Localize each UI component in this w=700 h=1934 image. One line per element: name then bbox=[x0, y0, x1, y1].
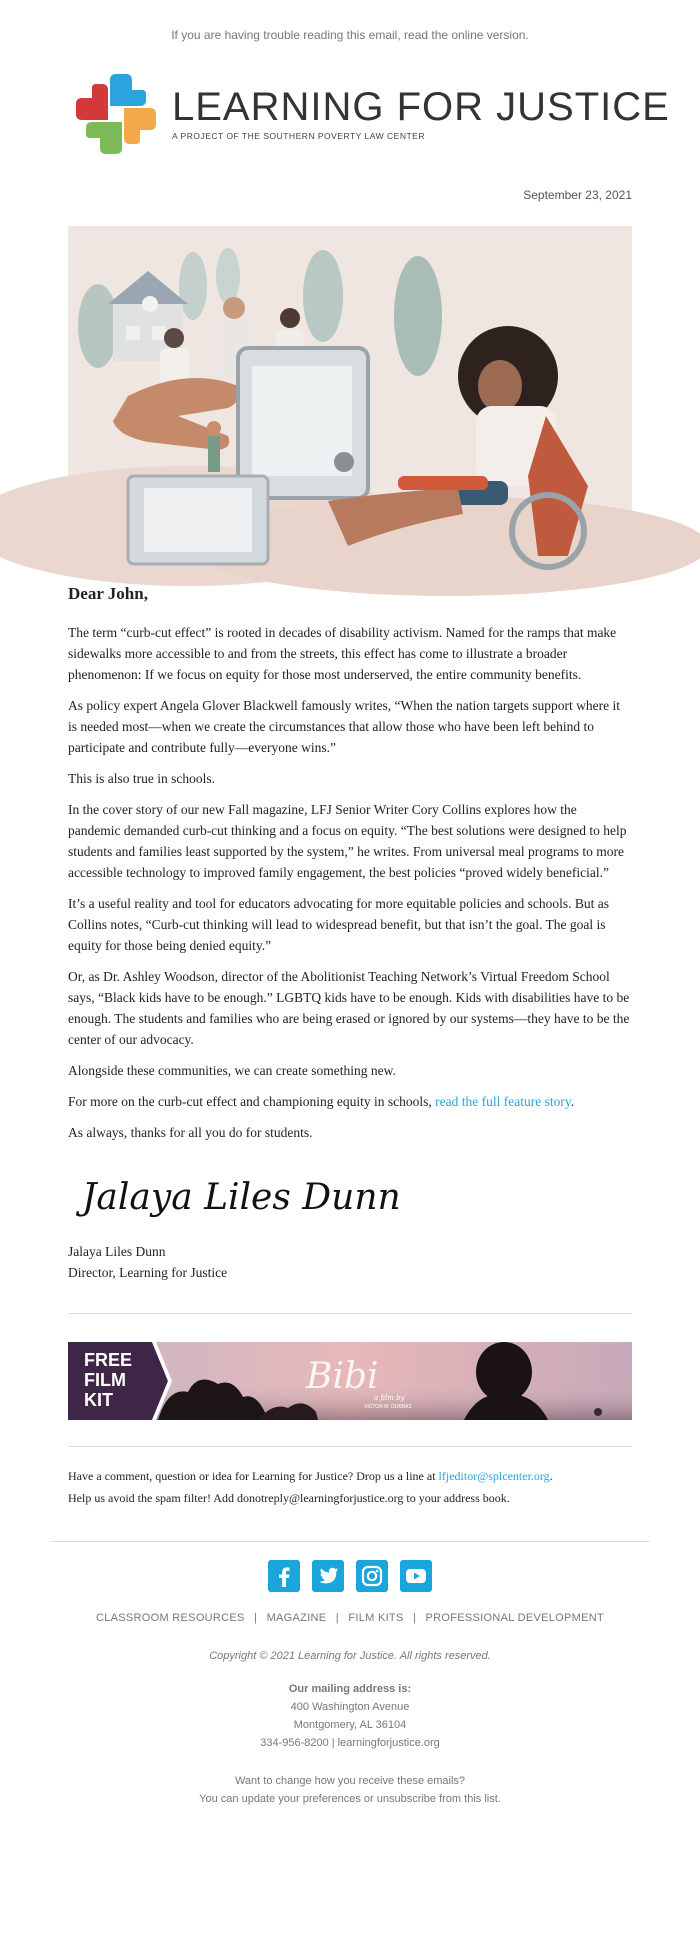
paragraph-6: Or, as Dr. Ashley Woodson, director of the Abolitionist Teaching Network’s Virtual Freedom School says, “Black kids have to be enough.” LGBTQ kids have to be enough. Kids with disabilities have to be enough. The students and families who are being erased or ignored by our systems—they have to be the center of our advocacy. bbox=[68, 969, 630, 1047]
paragraph-5: It’s a useful reality and tool for educators advocating for more equitable policies and schools. But as Collins notes, “Curb-cut thinking will lead to widespread benefit, but that isn’t the goal. The goal is equity for those being denied equity.” bbox=[68, 896, 609, 953]
contact-line-1 bbox=[68, 1465, 632, 1487]
paragraph-9: As always, thanks for all you do for students. bbox=[68, 1125, 313, 1140]
banner-kit-kit: KIT bbox=[84, 1390, 113, 1410]
film-kit-banner-graphic bbox=[68, 1342, 632, 1420]
hands-logo-icon bbox=[70, 68, 162, 160]
divider bbox=[68, 1313, 632, 1314]
footer-link-magazine[interactable]: MAGAZINE bbox=[266, 1612, 327, 1624]
footer-nav-separator: | bbox=[412, 1612, 417, 1624]
youtube-icon[interactable] bbox=[400, 1560, 432, 1592]
letter-content bbox=[68, 584, 632, 1509]
footer-link-classroom-resources[interactable]: CLASSROOM RESOURCES bbox=[95, 1612, 245, 1624]
banner-film-credit: a film by bbox=[374, 1394, 405, 1402]
address-line-2: Montgomery, AL 36104 bbox=[293, 1719, 407, 1731]
paragraph-1: The term “curb-cut effect” is rooted in decades of disability activism. Named for the ramps that make sidewalks more accessible to and from the streets, this effect has come to illustrate a broader phenomenon: If we focus on equity for those most underserved, the entire community benefits. bbox=[68, 625, 617, 682]
footer-nav bbox=[0, 1612, 700, 1624]
banner-film-director: VICTOR M. DUBBAS bbox=[364, 1404, 412, 1410]
paragraph-8 bbox=[68, 1091, 632, 1112]
hero-illustration-graphic bbox=[68, 226, 632, 564]
twitter-icon[interactable] bbox=[312, 1560, 344, 1592]
copyright: Copyright © 2021 Learning for Justice. All rights reserved. bbox=[209, 1650, 491, 1662]
online-version-link[interactable]: If you are having trouble reading this email, read the online version. bbox=[171, 28, 529, 42]
footer-divider bbox=[50, 1541, 650, 1542]
banner-film-title: Bibi bbox=[306, 1356, 379, 1397]
paragraph-3: This is also true in schools. bbox=[68, 771, 215, 786]
divider bbox=[68, 1446, 632, 1447]
paragraph-4: In the cover story of our new Fall magazine, LFJ Senior Writer Cory Collins explores how the pandemic demanded curb-cut thinking and a focus on equity. “The best solutions were designed to help students and families least supported by the system,” he writes. From universal meal programs to more accessible technology to improved family engagement, the best policies “proved widely beneficial.” bbox=[68, 802, 627, 880]
banner-kit-free: FREE bbox=[84, 1350, 133, 1370]
full-feature-story-link[interactable]: read the full feature story bbox=[435, 1094, 571, 1109]
film-kit-banner[interactable] bbox=[68, 1342, 632, 1420]
instagram-icon[interactable] bbox=[356, 1560, 388, 1592]
preferences-question: Want to change how you receive these emails? bbox=[234, 1775, 466, 1787]
signer-name: Jalaya Liles Dunn bbox=[68, 1244, 166, 1259]
social-links bbox=[0, 1560, 700, 1592]
paragraph-2: As policy expert Angela Glover Blackwell famously writes, “When the nation targets support where it is needed most—when we create the circumstances that allow those who have been left behind to participate and contribute fully—everyone wins.” bbox=[68, 698, 620, 755]
signer-title: Director, Learning for Justice bbox=[68, 1265, 228, 1280]
signature bbox=[68, 1157, 632, 1241]
logo-title: LEARNING FOR JUSTICE bbox=[172, 85, 670, 129]
greeting: Dear John, bbox=[68, 584, 148, 603]
footer-link-film-kits[interactable]: FILM KITS bbox=[348, 1612, 404, 1624]
footer-nav-separator: | bbox=[335, 1612, 339, 1624]
mailing-label: Our mailing address is: bbox=[288, 1683, 412, 1695]
trouble-reading-note[interactable] bbox=[0, 0, 700, 48]
signature-graphic bbox=[68, 1157, 401, 1241]
contact-prefix: Have a comment, question or idea for Learning for Justice? Drop us a line at bbox=[68, 1469, 439, 1483]
signature-script: Jalaya Liles Dunn bbox=[82, 1177, 401, 1218]
phone-website[interactable]: 334-956-8200 | learningforjustice.org bbox=[260, 1737, 440, 1749]
email-preferences bbox=[0, 1772, 700, 1808]
logo-subtitle: A PROJECT OF THE SOUTHERN POVERTY LAW CENTER bbox=[172, 131, 425, 141]
paragraph-8-prefix: For more on the curb-cut effect and championing equity in schools, bbox=[68, 1094, 436, 1109]
mailing-address bbox=[0, 1680, 700, 1752]
preferences-link[interactable]: You can update your preferences or unsubscribe from this list. bbox=[199, 1793, 501, 1805]
footer-nav-separator: | bbox=[254, 1612, 258, 1624]
hero-illustration[interactable] bbox=[68, 226, 632, 564]
logo[interactable] bbox=[70, 66, 700, 162]
contact-line-2: Help us avoid the spam filter! Add donotreply@learningforjustice.org to your address book. bbox=[68, 1491, 510, 1505]
contact-suffix: . bbox=[549, 1469, 553, 1483]
address-line-1: 400 Washington Avenue bbox=[290, 1701, 410, 1713]
editor-email-link[interactable]: lfjeditor@splcenter.org bbox=[438, 1469, 550, 1483]
paragraph-7: Alongside these communities, we can create something new. bbox=[68, 1063, 396, 1078]
email-date: September 23, 2021 bbox=[523, 188, 632, 202]
paragraph-8-suffix: . bbox=[570, 1094, 575, 1109]
footer-link-professional-development[interactable]: PROFESSIONAL DEVELOPMENT bbox=[425, 1612, 605, 1624]
banner-kit-film: FILM bbox=[84, 1370, 126, 1390]
contact-note bbox=[68, 1465, 632, 1509]
facebook-icon[interactable] bbox=[268, 1560, 300, 1592]
